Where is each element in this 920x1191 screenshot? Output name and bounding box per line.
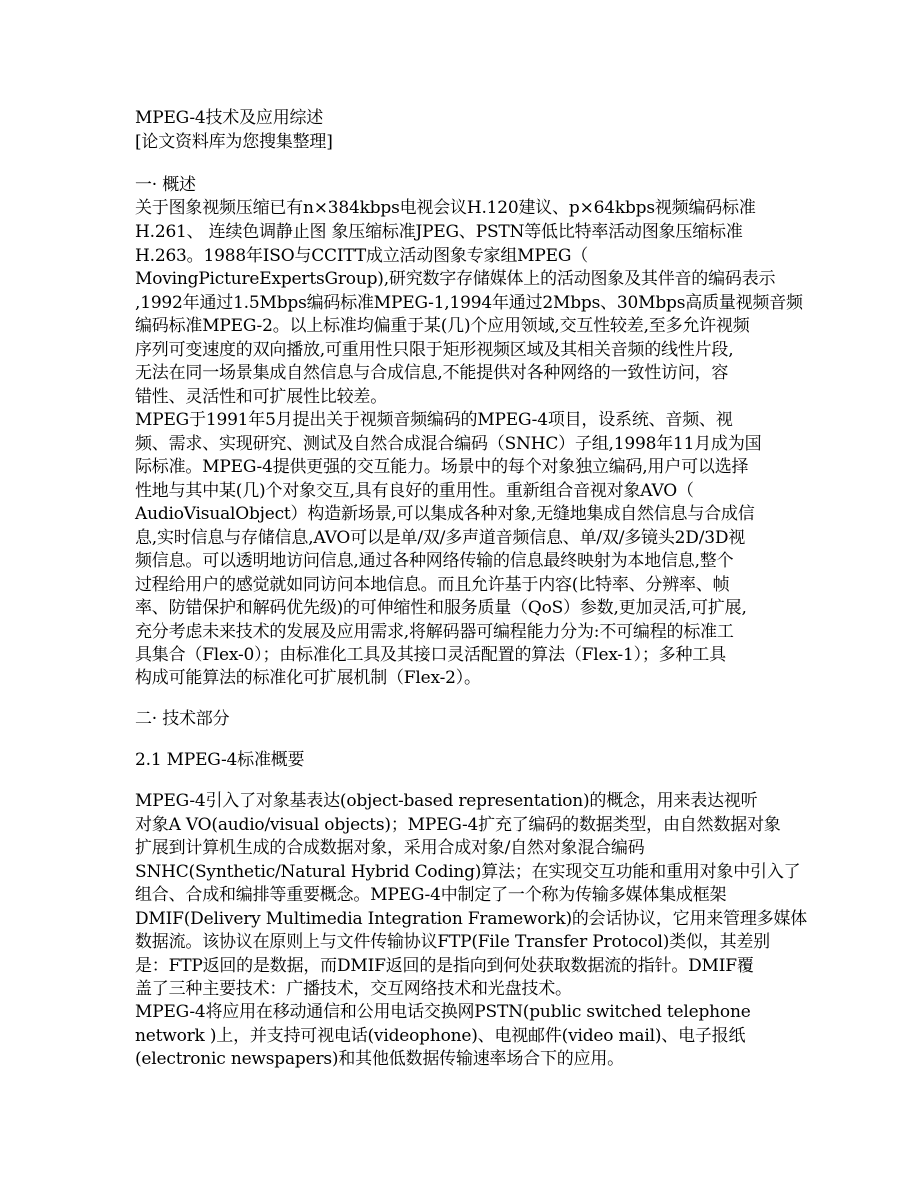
text-line: MPEG于1991年5月提出关于视频音频编码的MPEG-4项目，设系统、音频、视 [135,410,733,430]
text-line: 盖了三种主要技术：广播技术，交互网络技术和光盘技术。 [135,979,572,999]
document-subtitle: [论文资料库为您搜集整理] [135,132,333,152]
text-line: 具集合（Flex-0）；由标准化工具及其接口灵活配置的算法（Flex-1）；多种工具 [135,645,726,665]
text-line: 构成可能算法的标准化可扩展机制（Flex-2）。 [135,668,481,688]
text-line: 充分考虑未来技术的发展及应用需求,将解码器可编程能力分为:不可编程的标准工 [135,622,734,642]
text-line: 数据流。该协议在原则上与文件传输协议FTP(File Transfer Protocol)类似，其差别 [135,932,770,952]
text-line: 过程给用户的感觉就如同访问本地信息。而且允许基于内容(比特率、分辨率、帧 [135,575,730,595]
text-line: 是：FTP返回的是数据，而DMIF返回的是指向到何处获取数据流的指针。DMIF覆 [135,956,754,976]
section-heading-technical: 二· 技术部分 [135,709,230,729]
section-heading-overview: 一· 概述 [135,175,196,195]
text-line: 无法在同一场景集成自然信息与合成信息,不能提供对各种网络的一致性访问，容 [135,363,729,383]
text-line: 错性、灵活性和可扩展性比较差。 [135,387,387,407]
text-line: 性地与其中某(几)个对象交互,具有良好的重用性。重新组合音视对象AVO（ [135,481,694,501]
text-line: DMIF(Delivery Multimedia Integration Framework)的会话协议，它用来管理多媒体 [135,909,808,929]
text-line: (electronic newspapers)和其他低数据传输速率场合下的应用。 [135,1049,624,1069]
text-line: AudioVisualObject）构造新场景,可以集成各种对象,无缝地集成自然信息与合成信 [135,504,755,524]
text-line: 率、防错保护和解码优先级)的可伸缩性和服务质量（QoS）参数,更加灵活,可扩展, [135,598,747,618]
text-line: MPEG-4引入了对象基表达(object-based representation)的概念，用来表达视听 [135,791,758,811]
text-line: MovingPictureExpertsGroup),研究数字存储媒体上的活动图象及其伴音的编码表示 [135,269,776,289]
text-line: 频信息。可以透明地访问信息,通过各种网络传输的信息最终映射为本地信息,整个 [135,551,734,571]
text-line: H.261、 连续色调静止图 象压缩标准JPEG、PSTN等低比特率活动图象压缩标准 [135,222,743,242]
text-line: 频、需求、实现研究、测试及自然合成混合编码（SNHC）子组,1998年11月成为国 [135,434,762,454]
document-title: MPEG-4技术及应用综述 [135,108,324,128]
text-line: ,1992年通过1.5Mbps编码标准MPEG-1,1994年通过2Mbps、30Mbps高质量视频音频 [135,293,803,313]
text-line: 组合、合成和编排等重要概念。MPEG-4中制定了一个称为传输多媒体集成框架 [135,885,727,905]
text-line: SNHC(Synthetic/Natural Hybrid Coding)算法；在实现交互功能和重用对象中引入了 [135,862,801,882]
text-line: network )上，并支持可视电话(videophone)、电视邮件(video mail)、电子报纸 [135,1026,746,1046]
text-line: 际标准。MPEG-4提供更强的交互能力。场景中的每个对象独立编码,用户可以选择 [135,457,749,477]
text-line: 息,实时信息与存储信息,AVO可以是单/双/多声道音频信息、单/双/多镜头2D/3D视 [135,528,746,548]
text-line: 关于图象视频压缩已有n×384kbps电视会议H.120建议、p×64kbps视频编码标准 [135,198,756,218]
text-line: 对象A VO(audio/visual objects)；MPEG-4扩充了编码的数据类型，由自然数据对象 [135,815,781,835]
subsection-heading-mpeg4-overview: 2.1 MPEG-4标准概要 [135,750,305,770]
text-line: 扩展到计算机生成的合成数据对象，采用合成对象/自然对象混合编码 [135,838,645,858]
text-line: 序列可变速度的双向播放,可重用性只限于矩形视频区域及其相关音频的线性片段, [135,340,734,360]
text-line: MPEG-4将应用在移动通信和公用电话交换网PSTN(public switched telephone [135,1002,751,1022]
text-line: H.263。1988年ISO与CCITT成立活动图象专家组MPEG（ [135,246,588,266]
text-line: 编码标准MPEG-2。以上标准均偏重于某(几)个应用领域,交互性较差,至多允许视频 [135,316,750,336]
